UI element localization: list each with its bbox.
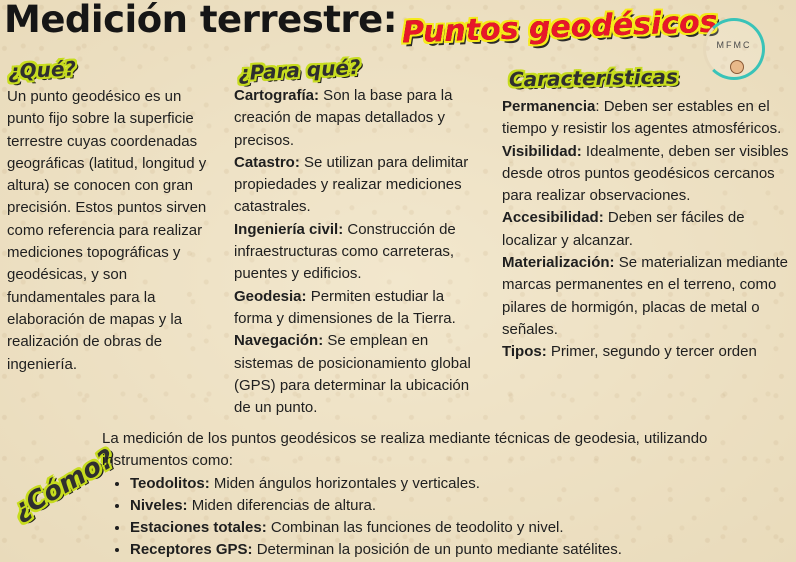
page-title: Medición terrestre: bbox=[4, 0, 398, 41]
instrument-item bbox=[130, 495, 792, 517]
avatar-icon bbox=[730, 60, 744, 74]
caracteristica-term: Materialización: bbox=[502, 254, 615, 272]
para-que-desc: Se emplean en sistemas de posicionamiento global (GPS) para determinar la ubicación de un punto. bbox=[234, 332, 471, 417]
para-que-desc: Permiten estudiar la forma y dimensiones de la Tierra. bbox=[234, 287, 456, 327]
caracteristica-term: Visibilidad: bbox=[502, 142, 582, 160]
para-que-heading: ¿Para qué? bbox=[237, 54, 362, 86]
caracteristica-item bbox=[502, 341, 792, 363]
instrument-item bbox=[130, 517, 792, 539]
para-que-section bbox=[234, 85, 486, 419]
caracteristicas-section bbox=[502, 96, 792, 364]
caracteristica-desc: Se materializan mediante marcas permanentes en el terreno, como pilares de hormigón, placas de metal o señales. bbox=[502, 254, 788, 338]
para-que-term: Cartografía: bbox=[234, 87, 320, 104]
como-intro: La medición de los puntos geodésicos se realiza mediante técnicas de geodesia, utilizando instrumentos como: bbox=[102, 430, 708, 470]
caracteristica-item bbox=[502, 207, 792, 252]
para-que-item bbox=[234, 85, 486, 152]
instrument-list bbox=[102, 473, 792, 562]
instrument-term: Teodolitos: bbox=[130, 474, 210, 492]
caracteristica-term: Tipos: bbox=[502, 343, 547, 361]
caracteristica-desc: : Deben ser estables en el tiempo y resistir los agentes atmosféricos. bbox=[502, 98, 782, 138]
instrument-item bbox=[130, 473, 792, 495]
instrument-desc: Determinan la posición de un punto mediante satélites. bbox=[252, 541, 622, 559]
instrument-desc: Combinan las funciones de teodolito y nivel. bbox=[266, 519, 564, 537]
mfmc-logo bbox=[703, 18, 765, 80]
caracteristica-term: Accesibilidad: bbox=[502, 209, 604, 227]
caracteristica-item bbox=[502, 141, 792, 208]
instrument-term: Niveles: bbox=[130, 496, 188, 514]
para-que-item bbox=[234, 286, 486, 331]
caracteristica-term: Permanencia bbox=[502, 98, 596, 115]
instrument-term: Estaciones totales: bbox=[130, 519, 267, 537]
para-que-item bbox=[234, 330, 486, 419]
caracteristica-desc: Primer, segundo y tercer orden bbox=[546, 343, 757, 361]
que-text: Un punto geodésico es un punto fijo sobre la superficie terrestre cuyas coordenadas geográficas (latitud, longitud y altura) se conocen con gran precisión. Estos puntos sirven como referencia para realizar mediciones topográficas y geodésicas, y son fundamentales para la elaboración de mapas y la realización de obras de ingeniería. bbox=[7, 88, 207, 373]
instrument-item bbox=[130, 539, 792, 561]
para-que-desc: Se utilizan para delimitar propiedades y realizar mediciones catastrales. bbox=[234, 153, 469, 216]
instrument-desc: Miden diferencias de altura. bbox=[187, 496, 376, 514]
para-que-item bbox=[234, 152, 486, 219]
para-que-desc: Construcción de infraestructuras como carreteras, puentes y edificios. bbox=[234, 220, 456, 283]
instrument-term: Receptores GPS: bbox=[130, 541, 253, 559]
que-heading: ¿Qué? bbox=[7, 56, 77, 84]
logo-text: MFMC bbox=[716, 40, 752, 50]
caracteristicas-heading: Características bbox=[508, 64, 679, 92]
para-que-desc: Son la base para la creación de mapas detallados y precisos. bbox=[234, 87, 453, 149]
caracteristica-desc: Deben ser fáciles de localizar y alcanzar. bbox=[502, 209, 745, 249]
instrument-desc: Miden ángulos horizontales y verticales. bbox=[209, 474, 480, 492]
para-que-term: Ingeniería civil: bbox=[234, 220, 344, 238]
como-heading: ¿Cómo? bbox=[8, 443, 121, 526]
como-section bbox=[102, 428, 792, 562]
para-que-term: Catastro: bbox=[234, 153, 300, 171]
para-que-term: Geodesia: bbox=[234, 287, 307, 305]
caracteristica-desc: Idealmente, deben ser visibles desde otros puntos geodésicos cercanos para realizar observaciones. bbox=[502, 142, 789, 205]
caracteristica-item bbox=[502, 96, 792, 141]
que-section bbox=[7, 86, 219, 376]
caracteristica-item bbox=[502, 252, 792, 341]
para-que-item bbox=[234, 219, 486, 286]
para-que-term: Navegación: bbox=[234, 332, 324, 350]
page-subtitle: Puntos geodésicos bbox=[401, 4, 719, 51]
